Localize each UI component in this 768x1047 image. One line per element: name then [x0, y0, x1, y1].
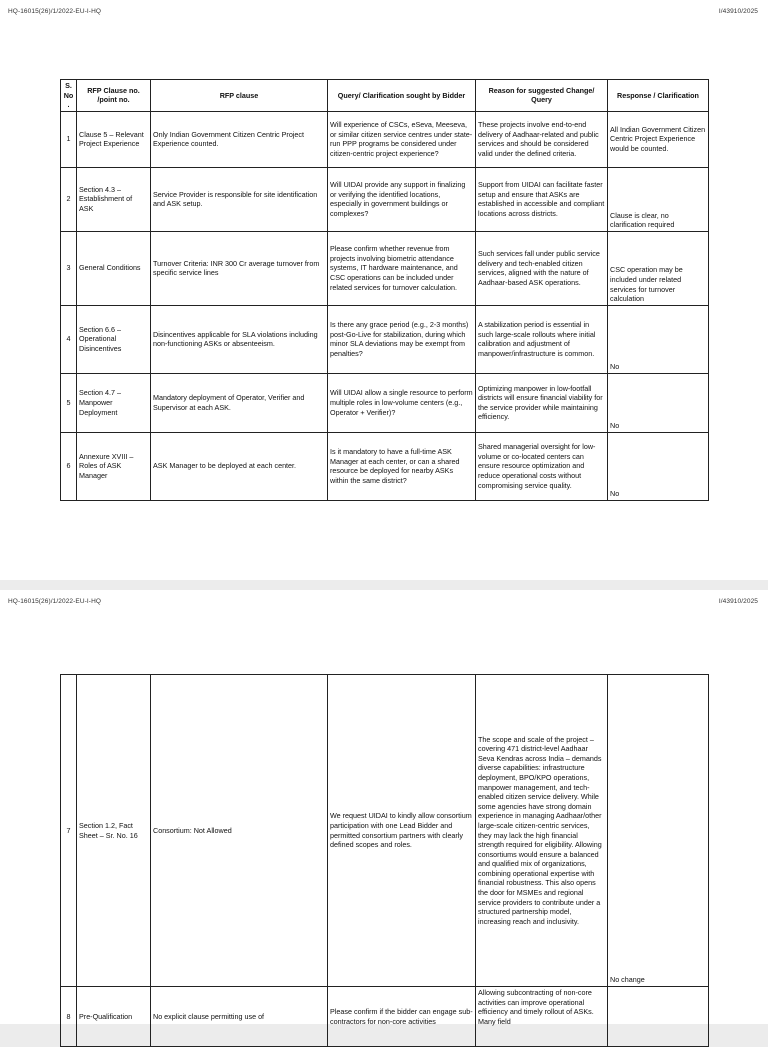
row-response: All Indian Government Citizen Centric Project Experience would be counted. — [608, 111, 709, 167]
row-reason: A stabilization period is essential in such large-scale rollouts where initial calibration and adjustment of manpower/infrastructure is common. — [476, 305, 608, 373]
row-reason: These projects involve end-to-end delivery of Aadhaar-related and public services and should be considered valid under the defined criteria. — [476, 111, 608, 167]
table-row — [61, 167, 709, 231]
row-reason: The scope and scale of the project – covering 471 district-level Aadhaar Seva Kendras across India – demands diverse capabilities: infrastructure deployment, BPO/KPO operations, manpower management, and tech-enabled citizen service delivery. While some agencies have strong domain experience in managing Aadhaar/other large-scale citizen-centric services, they may lack the high financial strength required for eligibility. Allowing consortiums would ensure a balanced and qualified mix of organizations, combining operational expertise with financial robustness. This also opens the door for MSMEs and regional service providers to contribute under a structured partnership model, increasing reach and inclusivity. — [476, 675, 608, 987]
row-clause-no: Section 4.3 – Establishment of ASK — [77, 167, 151, 231]
row-response: No — [608, 432, 709, 500]
document-number: I/43910/2025 — [718, 598, 758, 605]
table-row — [61, 231, 709, 305]
row-query: Please confirm if the bidder can engage sub-contractors for non-core activities — [328, 987, 476, 1047]
row-clause-no: Clause 5 – Relevant Project Experience — [77, 111, 151, 167]
row-query: Will UIDAI allow a single resource to perform multiple roles in low-volume centers (e.g., Operator + Verifier)? — [328, 373, 476, 432]
row-sno: 7 — [61, 675, 77, 987]
row-response — [608, 987, 709, 1047]
row-response: CSC operation may be included under related services for turnover calculation — [608, 231, 709, 305]
row-reason: Support from UIDAI can facilitate faster setup and ensure that ASKs are established in accessible and compliant locations across districts. — [476, 167, 608, 231]
row-sno: 1 — [61, 111, 77, 167]
row-reason: Optimizing manpower in low-footfall districts will ensure financial viability for the service provider while maintaining efficiency. — [476, 373, 608, 432]
row-query: We request UIDAI to kindly allow consortium participation with one Lead Bidder and permitted consortium partners with clearly defined scopes and roles. — [328, 675, 476, 987]
row-clause: Consortium: Not Allowed — [151, 675, 328, 987]
row-clause: Disincentives applicable for SLA violations including non-functioning ASKs or absenteeism. — [151, 305, 328, 373]
row-sno: 4 — [61, 305, 77, 373]
row-query: Is there any grace period (e.g., 2-3 months) post-Go-Live for stabilization, during which minor SLA deviations may be exempt from penalties? — [328, 305, 476, 373]
column-header-sno: S. No. — [61, 80, 77, 112]
row-clause-no: Section 1.2, Fact Sheet – Sr. No. 16 — [77, 675, 151, 987]
row-clause-no: Section 4.7 – Manpower Deployment — [77, 373, 151, 432]
row-sno: 5 — [61, 373, 77, 432]
column-header-reason: Reason for suggested Change/ Query — [476, 80, 608, 112]
table-row — [61, 987, 709, 1047]
row-response: No — [608, 373, 709, 432]
row-clause-no: Annexure XVIII – Roles of ASK Manager — [77, 432, 151, 500]
row-sno: 8 — [61, 987, 77, 1047]
column-header-query: Query/ Clarification sought by Bidder — [328, 80, 476, 112]
row-sno: 2 — [61, 167, 77, 231]
row-reason: Such services fall under public service delivery and tech-enabled citizen services, aligned with the nature of Aadhaar-based ASK operations. — [476, 231, 608, 305]
document-page-2 — [0, 590, 768, 1024]
row-clause: Service Provider is responsible for site identification and ASK setup. — [151, 167, 328, 231]
row-clause-no: General Conditions — [77, 231, 151, 305]
row-clause: Turnover Criteria: INR 300 Cr average turnover from specific service lines — [151, 231, 328, 305]
column-header-clause-no: RFP Clause no. /point no. — [77, 80, 151, 112]
table-row — [61, 305, 709, 373]
row-response: No — [608, 305, 709, 373]
row-reason: Shared managerial oversight for low-volume or co-located centers can ensure resource optimization and reduce operational costs without compromising service quality. — [476, 432, 608, 500]
row-query: Please confirm whether revenue from projects involving biometric attendance systems, IT hardware maintenance, and CSC operations can be included under related services for turnover calculation. — [328, 231, 476, 305]
table-header-row — [61, 80, 709, 112]
table-row — [61, 373, 709, 432]
file-number: HQ-16015(26)/1/2022-EU-I-HQ — [8, 8, 102, 15]
row-clause: Mandatory deployment of Operator, Verifier and Supervisor at each ASK. — [151, 373, 328, 432]
row-response: No change — [608, 675, 709, 987]
row-clause: ASK Manager to be deployed at each center. — [151, 432, 328, 500]
row-sno: 3 — [61, 231, 77, 305]
row-clause-no: Section 6.6 – Operational Disincentives — [77, 305, 151, 373]
table-row — [61, 432, 709, 500]
table-row — [61, 111, 709, 167]
column-header-response: Response / Clarification — [608, 80, 709, 112]
row-clause: Only Indian Government Citizen Centric Project Experience counted. — [151, 111, 328, 167]
row-sno: 6 — [61, 432, 77, 500]
row-reason: Allowing subcontracting of non-core activities can improve operational efficiency and timely rollout of ASKs. Many field — [476, 987, 608, 1047]
clarification-table-continued — [60, 674, 709, 1047]
row-clause-no: Pre-Qualification — [77, 987, 151, 1047]
table-row — [61, 675, 709, 987]
row-query: Will experience of CSCs, eSeva, Meeseva, or similar citizen service centres under state-run PPP programs be considered under citizen-centric project experience? — [328, 111, 476, 167]
row-query: Will UIDAI provide any support in finalizing or verifying the identified locations, especially in government buildings or complexes? — [328, 167, 476, 231]
clarification-table — [60, 79, 709, 501]
row-response: Clause is clear, no clarification required — [608, 167, 709, 231]
row-clause: No explicit clause permitting use of — [151, 987, 328, 1047]
row-query: Is it mandatory to have a full-time ASK Manager at each center, or can a shared resource be deployed for nearby ASKs within the same district? — [328, 432, 476, 500]
column-header-clause: RFP clause — [151, 80, 328, 112]
file-number: HQ-16015(26)/1/2022-EU-I-HQ — [8, 598, 102, 605]
document-number: I/43910/2025 — [718, 8, 758, 15]
